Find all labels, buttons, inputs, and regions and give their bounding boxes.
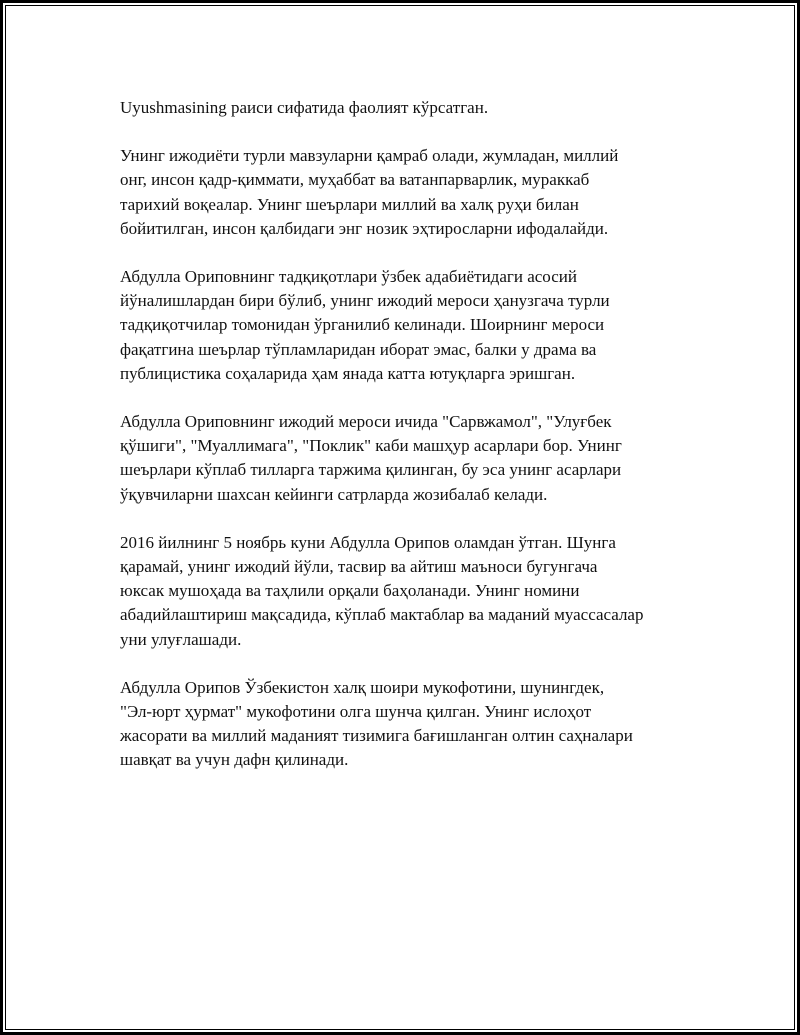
text-line: шеърлари кўплаб тилларга таржима қилинган, бу эса унинг асарлари xyxy=(120,460,622,480)
paragraph-4 xyxy=(120,410,690,507)
text-line: уни улуғлашади. xyxy=(120,629,242,649)
text-line: қарамай, унинг ижодий йўли, тасвир ва айтиш маъноси бугунгача xyxy=(120,557,598,577)
text-line: Абдулла Ориповнинг ижодий мероси ичида "Сарвжамол", "Улуғбек xyxy=(120,412,612,432)
paragraph-6 xyxy=(120,676,690,773)
paragraph-5 xyxy=(120,531,690,652)
paragraph-3 xyxy=(120,265,690,386)
text-line: юксак мушоҳада ва таҳлили орқали баҳоланади. Унинг номини xyxy=(120,581,580,601)
text-line: Абдулла Орипов Ўзбекистон халқ шоири мукофотини, шунингдек, xyxy=(120,677,605,697)
text-line: ўқувчиларни шахсан кейинги сатрларда жозибалаб келади. xyxy=(120,484,548,504)
text-line: тадқиқотчилар томонидан ўрганилиб келинади. Шоирнинг мероси xyxy=(120,315,605,335)
text-line: Uyushmasining раиси сифатида фаолият кўрсатган. xyxy=(120,98,489,117)
text-line: жасорати ва миллий маданият тизимига бағишланган олтин саҳналари xyxy=(120,726,633,746)
text-line: абадийлаштириш мақсадида, кўплаб мактаблар ва маданий муассасалар xyxy=(120,605,644,625)
text-line: "Эл-юрт ҳурмат" мукофотини олга шунча қилган. Унинг ислоҳот xyxy=(120,702,592,722)
text-line: публицистика соҳаларида ҳам янада катта ютуқларга эришган. xyxy=(120,363,576,383)
text-line: онг, инсон қадр-қиммати, муҳаббат ва ватанпарварлик, мураккаб xyxy=(120,170,590,190)
text-line: қўшиги", "Муаллимага", "Поклик" каби машҳур асарлари бор. Унинг xyxy=(120,436,622,456)
text-line: Унинг ижодиёти турли мавзуларни қамраб олади, жумладан, миллий xyxy=(120,146,619,166)
text-line: фақатгина шеърлар тўпламларидан иборат эмас, балки у драма ва xyxy=(120,339,597,359)
text-line: бойитилган, инсон қалбидаги энг нозик эҳтиросларни ифодалайди. xyxy=(120,218,609,238)
text-line: Абдулла Ориповнинг тадқиқотлари ўзбек адабиётидаги асосий xyxy=(120,267,577,287)
paragraph-2 xyxy=(120,144,690,241)
paragraph-1 xyxy=(120,96,690,120)
text-line: тарихий воқеалар. Унинг шеърлари миллий ва халқ руҳи билан xyxy=(120,194,579,214)
text-line: йўналишлардан бири бўлиб, унинг ижодий мероси ҳанузгача турли xyxy=(120,291,610,311)
text-line: шавқат ва учун дафн қилинади. xyxy=(120,750,349,770)
document-body xyxy=(120,96,690,797)
text-line: 2016 йилнинг 5 ноябрь куни Абдулла Орипов оламдан ўтган. Шунга xyxy=(120,532,616,552)
